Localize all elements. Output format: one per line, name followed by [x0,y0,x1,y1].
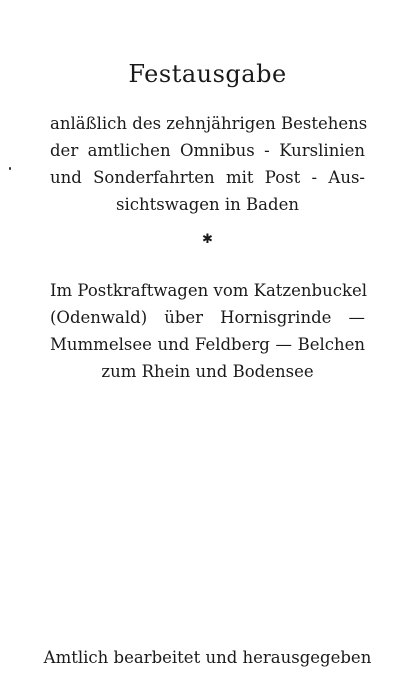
intro-line-2: der amtlichen Omnibus - Kurslinien [50,141,365,160]
route-line-4: zum Rhein und Bodensee [101,362,314,381]
intro-line-4: sichtswagen in Baden [116,195,299,214]
route-paragraph [50,277,365,385]
asterism-star-icon: ✱ [202,232,213,247]
intro-line-1: anläßlich des zehnjährigen Bestehens [50,114,368,133]
page-title: Festausgabe [128,60,287,88]
intro-line-3: und Sonderfahrten mit Post - Aus- [50,168,365,187]
intro-paragraph [50,110,368,218]
route-line-3: Mummelsee und Feldberg — Belchen [50,335,365,354]
route-line-1: Im Postkraftwagen vom Katzenbuckel [50,281,367,300]
route-line-2: (Odenwald) über Hornisgrinde — [50,308,365,327]
print-speck [9,167,11,170]
publisher-note: Amtlich bearbeitet und herausgegeben [43,648,372,667]
